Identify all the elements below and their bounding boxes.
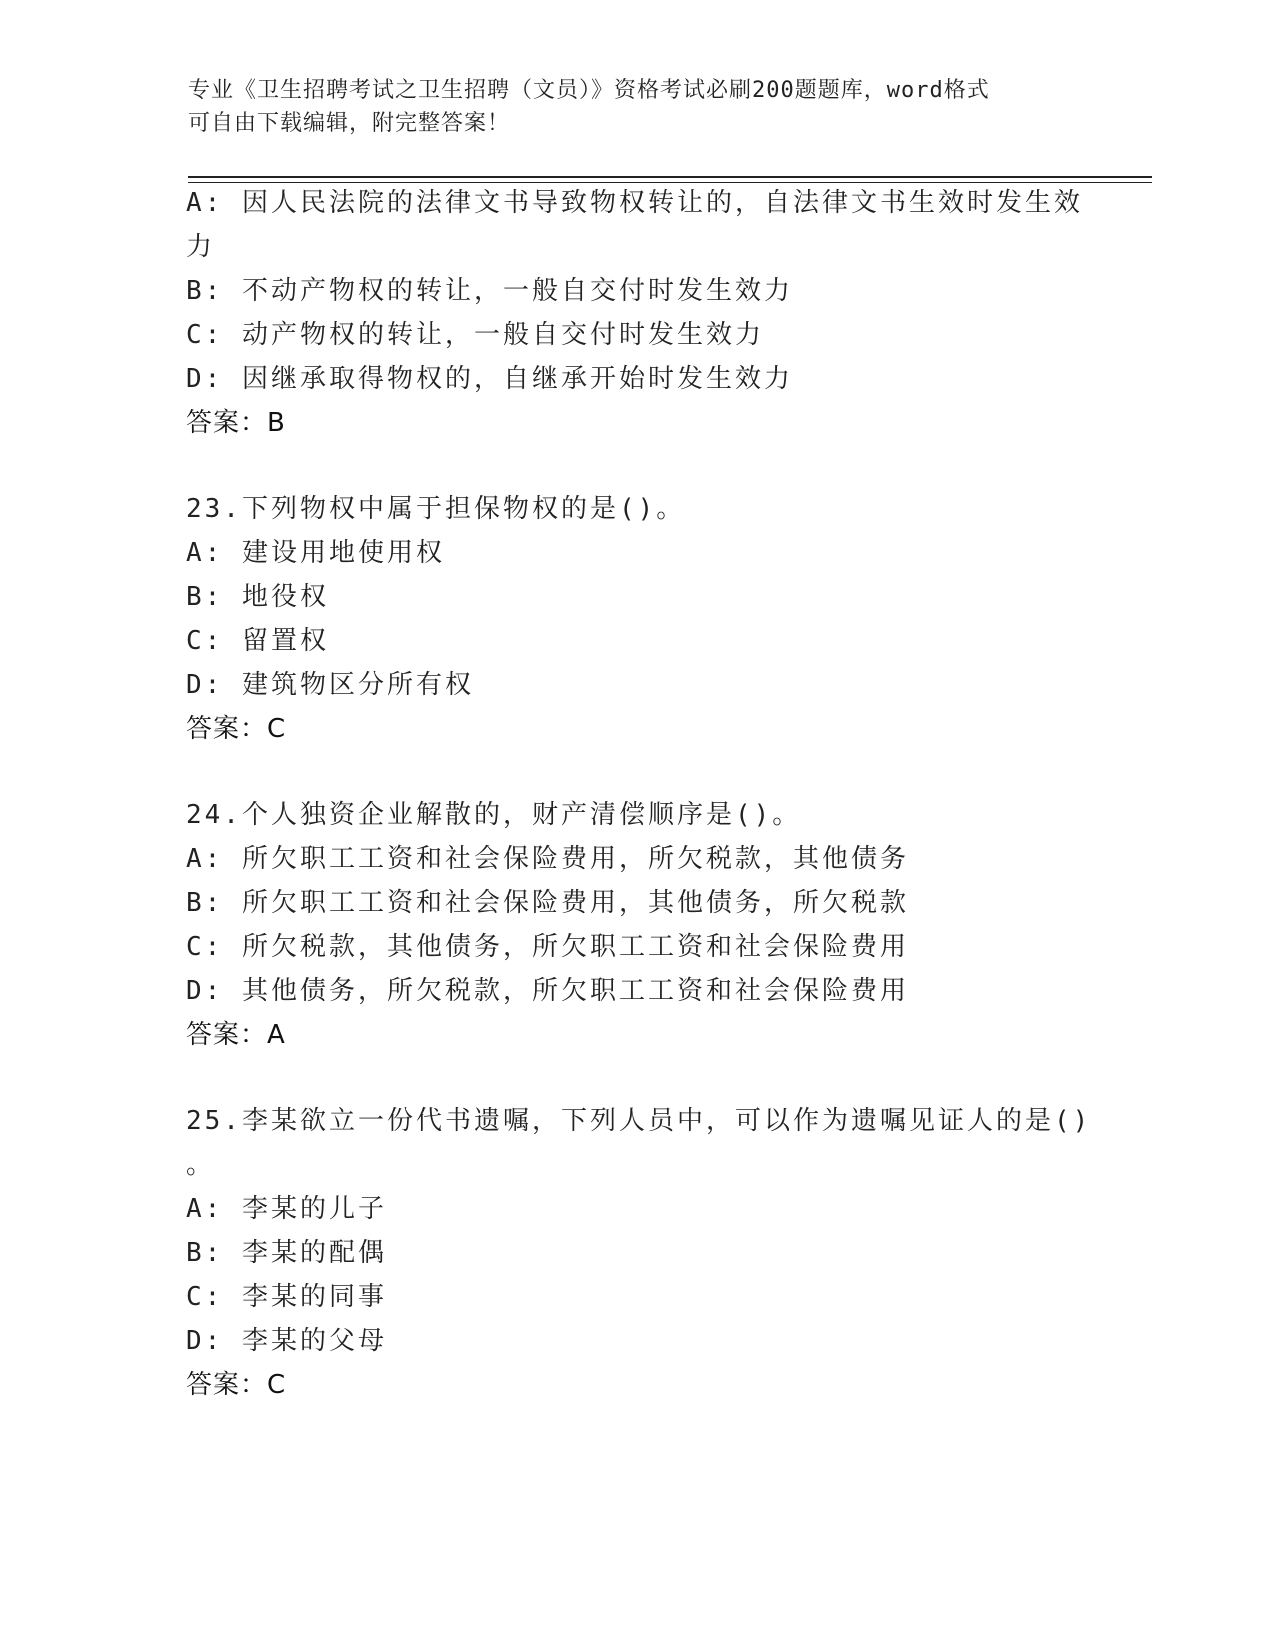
prev-question-option-a-line-1: A: 因人民法院的法律文书导致物权转让的，自法律文书生效时发生效 — [186, 188, 1083, 218]
prev-question-option-c: C: 动产物权的转让，一般自交付时发生效力 — [186, 320, 764, 350]
q23-option-d: D: 建筑物区分所有权 — [186, 670, 474, 700]
prev-question-answer: 答案：B — [186, 408, 286, 438]
q23-option-b: B: 地役权 — [186, 582, 329, 612]
q25-option-b: B: 李某的配偶 — [186, 1238, 387, 1268]
header-title-line-2: 可自由下载编辑，附完整答案！ — [188, 111, 511, 136]
q24-option-b: B: 所欠职工工资和社会保险费用，其他债务，所欠税款 — [186, 888, 909, 918]
q25-option-d: D: 李某的父母 — [186, 1326, 387, 1356]
q23-answer: 答案：C — [186, 714, 287, 744]
q25-option-c: C: 李某的同事 — [186, 1282, 387, 1312]
q24-option-c: C: 所欠税款，其他债务，所欠职工工资和社会保险费用 — [186, 932, 909, 962]
q24-stem: 24.个人独资企业解散的，财产清偿顺序是()。 — [186, 800, 802, 830]
q23-option-c: C: 留置权 — [186, 626, 329, 656]
prev-question-option-a-line-2: 力 — [186, 232, 216, 262]
header-title-line-1: 专业《卫生招聘考试之卫生招聘（文员）》资格考试必刷200题题库，word格式 — [188, 78, 990, 103]
q25-stem-line-1: 25.李某欲立一份代书遗嘱，下列人员中，可以作为遗嘱见证人的是() — [186, 1106, 1092, 1136]
q23-stem: 23.下列物权中属于担保物权的是()。 — [186, 494, 686, 524]
q24-option-a: A: 所欠职工工资和社会保险费用，所欠税款，其他债务 — [186, 844, 909, 874]
header-divider-thin — [188, 182, 1152, 183]
q25-answer: 答案：C — [186, 1370, 287, 1400]
q25-option-a: A: 李某的儿子 — [186, 1194, 387, 1224]
q24-answer: 答案：A — [186, 1020, 286, 1050]
prev-question-option-d: D: 因继承取得物权的，自继承开始时发生效力 — [186, 364, 793, 394]
document-header — [188, 74, 1088, 140]
q23-option-a: A: 建设用地使用权 — [186, 538, 445, 568]
header-divider-thick — [188, 176, 1152, 178]
prev-question-option-b: B: 不动产物权的转让，一般自交付时发生效力 — [186, 276, 793, 306]
q25-stem-line-2: 。 — [186, 1150, 216, 1180]
q24-option-d: D: 其他债务，所欠税款，所欠职工工资和社会保险费用 — [186, 976, 909, 1006]
